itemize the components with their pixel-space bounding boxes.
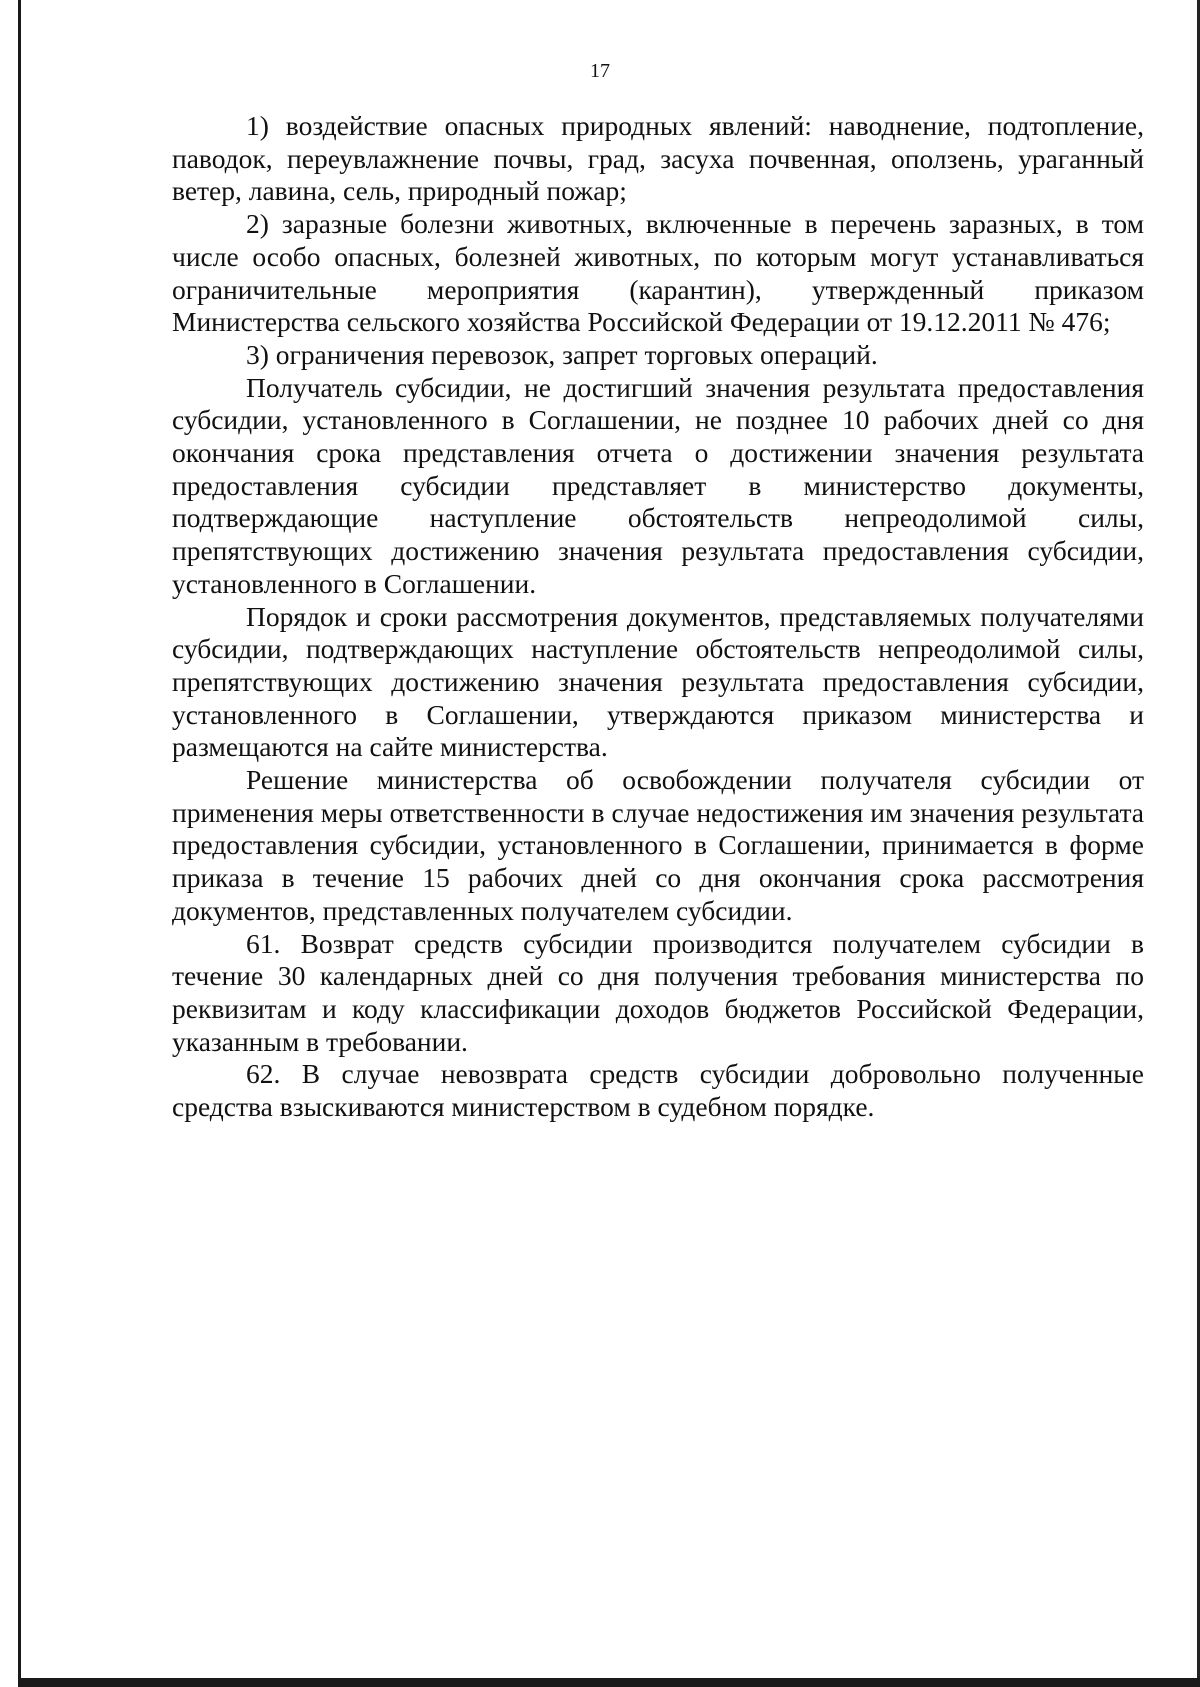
scan-edge-left <box>18 0 21 1687</box>
paragraph-transport-restrictions: 3) ограничения перевозок, запрет торговых операций. <box>246 338 878 370</box>
paragraph-recipient-documents: Получатель субсидии, не достигший значения результата предоставления субсидии, установленного в Соглашении, не позднее 10 рабочих дней со дня окончания срока представления отчета о достижении значения результата предоставления субсидии представляет в министерство документы, подтверждающие наступление обстоятельств непреодолимой силы, препятствующих достижению значения результата предоставления субсидии, установленного в Соглашении. <box>172 371 1144 599</box>
paragraph-ministry-decision: Решение министерства об освобождении получателя субсидии от применения меры ответственности в случае недостижения им значения результата предоставления субсидии, установленного в Соглашении, принимается в форме приказа в течение 15 рабочих дней со дня окончания срока рассмотрения документов, представленных получателем субсидии. <box>172 764 1144 926</box>
paragraph-review-procedure: Порядок и сроки рассмотрения документов, представляемых получателями субсидии, подтверждающих наступление обстоятельств непреодолимой силы, препятствующих достижению значения результата предоставления субсидии, установленного в Соглашении, утверждаются приказом министерства и размещаются на сайте министерства. <box>172 600 1144 763</box>
document-body <box>172 110 1144 1124</box>
scan-edge-bottom <box>18 1678 1200 1687</box>
paragraph-62-recovery: 62. В случае невозврата средств субсидии добровольно полученные средства взыскиваются министерством в судебном порядке. <box>172 1058 1144 1123</box>
page-number: 17 <box>590 60 610 82</box>
paragraph-hazards: 1) воздействие опасных природных явлений: наводнение, подтопление, паводок, переувлажнение почвы, град, засуха почвенная, оползень, ураганный ветер, лавина, сель, природный пожар; <box>172 110 1144 207</box>
paragraph-animal-diseases: 2) заразные болезни животных, включенные в перечень заразных, в том числе особо опасных, болезней животных, по которым могут устанавливаться ограничительные мероприятия (карантин), утвержденный приказом Министерства сельского хозяйства Российской Федерации от 19.12.2011 № 476; <box>172 208 1144 338</box>
paragraph-61-refund: 61. Возврат средств субсидии производится получателем субсидии в течение 30 календарных дней со дня получения требования министерства по реквизитам и коду классификации доходов бюджетов Российской Федерации, указанным в требовании. <box>172 927 1144 1057</box>
